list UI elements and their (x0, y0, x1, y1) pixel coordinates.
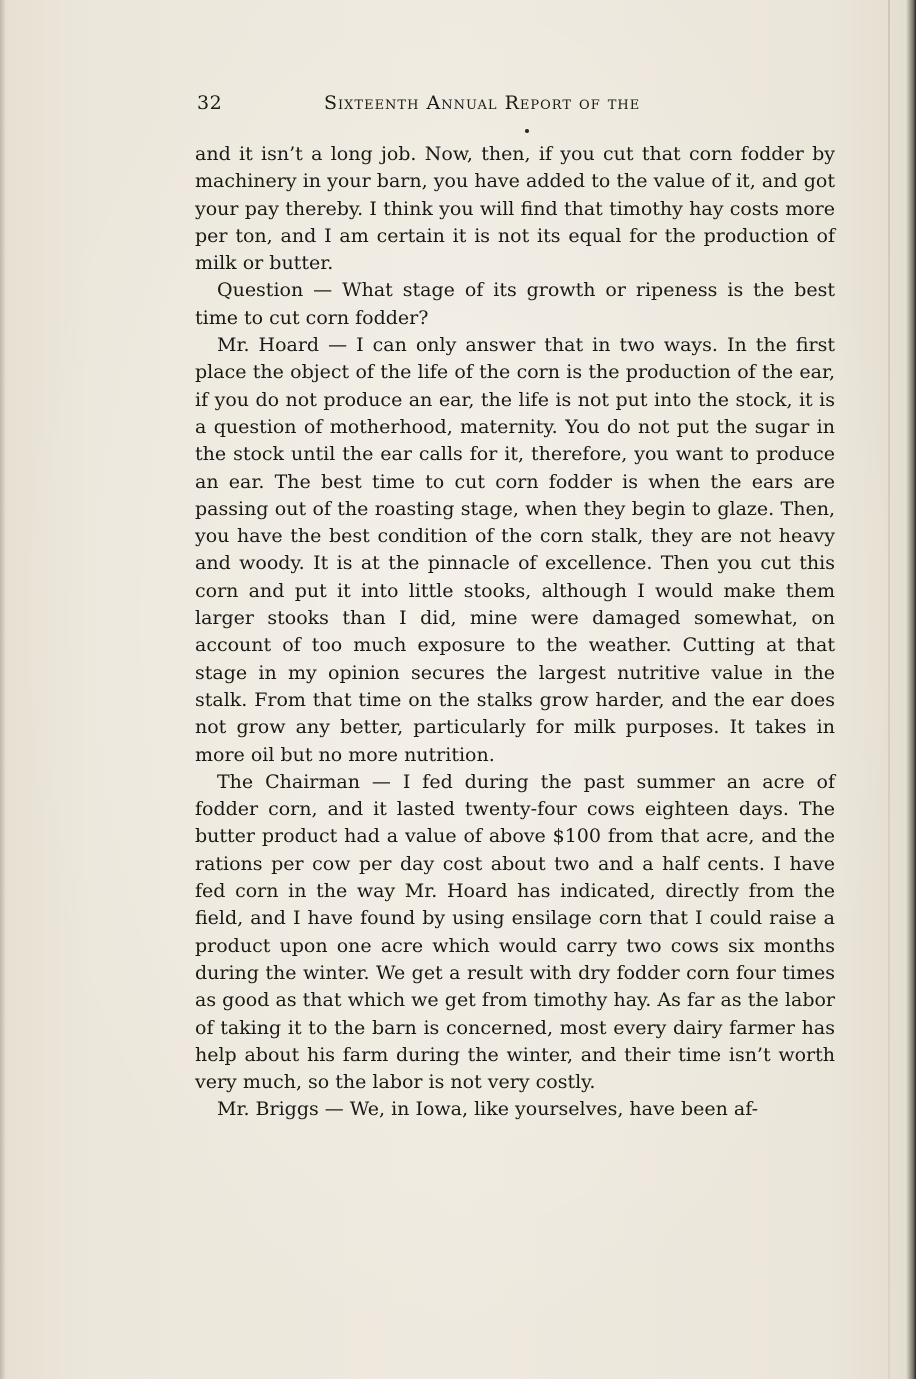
running-title: Sixteenth Annual Report of the (324, 92, 641, 114)
body-text (195, 141, 835, 1231)
paragraph-chairman: The Chairman — I fed during the past summer an acre of fodder corn, and it lasted twenty-four cows eighteen days. The butter product had a value of above $100 from that acre, and the rations per cow per day cost about two and a half cents. I have fed corn in the way Mr. Hoard has indicated, directly from the field, and I have found by using ensilage corn that I could raise a product upon one acre which would carry two cows six months during the winter. We get a result with dry fodder corn four times as good as that which we get from timothy hay. As far as the labor of taking it to the barn is concerned, most every dairy farmer has help about his farm during the winter, and their time isn’t worth very much, so the labor is not very costly. (195, 770, 835, 1094)
running-head (197, 89, 837, 117)
ink-speck (525, 129, 529, 133)
page-right-edge (906, 0, 916, 1379)
page-left-shadow (0, 0, 6, 1379)
page-number: 32 (197, 92, 223, 114)
paragraph-continuation: and it isn’t a long job. Now, then, if you cut that corn fodder by machinery in your barn, you have added to the value of it, and got your pay thereby. I think you will find that timothy hay costs more per ton, and I am certain it is not its equal for the production of milk or butter. (195, 143, 835, 275)
paragraph-question: Question — What stage of its growth or ripeness is the best time to cut corn fodder? (195, 279, 835, 329)
paragraph-mr-hoard: Mr. Hoard — I can only answer that in two ways. In the first place the object of the life of the corn is the production of the ear, if you do not produce an ear, the life is not put into the stock, it is a question of motherhood, maternity. You do not put the sugar in the stock until the ear calls for it, therefore, you want to produce an ear. The best time to cut corn fodder is when the ears are passing out of the roasting stage, when they begin to glaze. Then, you have the best condition of the corn stalk, they are not heavy and woody. It is at the pinnacle of excellence. Then you cut this corn and put it into little stooks, although I would make them larger stooks than I did, mine were damaged somewhat, on account of too much exposure to the weather. Cutting at that stage in my opinion secures the largest nutritive value in the stalk. From that time on the stalks grow harder, and the ear does not grow any better, particularly for milk purposes. It takes in more oil but no more nutrition. (195, 334, 835, 766)
paragraph-mr-briggs: Mr. Briggs — We, in Iowa, like yourselves, have been af- (217, 1098, 759, 1121)
page-fold-line (888, 0, 890, 1379)
